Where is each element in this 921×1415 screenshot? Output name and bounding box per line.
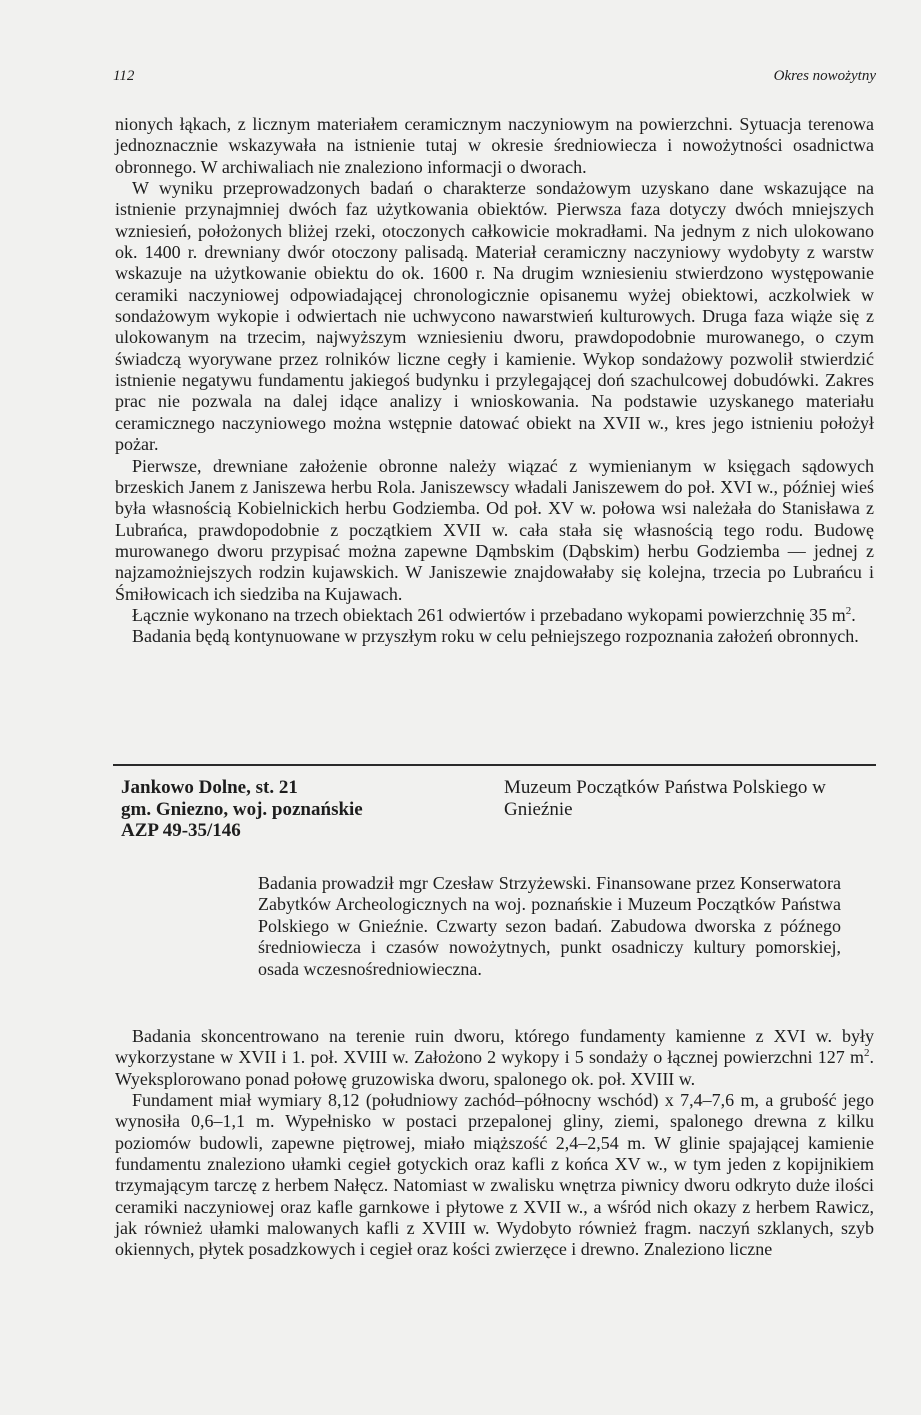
paragraph-text: . Wyeksplorowano ponad połowę gruzowiska dworu, spalonego ok. poł. XVIII w. xyxy=(115,1047,874,1089)
paragraph: nionych łąkach, z licznym materiałem ceramicznym naczyniowym na powierzchni. Sytuacja terenowa jednoznacznie wskazywała na istnienie tutaj w okresie średniowiecza i nowożytności osadnictwa obronnego. W archiwaliach nie znaleziono informacji o dworach. xyxy=(115,114,874,177)
site-admin: gm. Gniezno, woj. poznańskie xyxy=(121,798,363,820)
paragraph: Łącznie wykonano na trzech obiektach 261 odwiertów i przebadano wykopami powierzchnię 35 $m^2$. xyxy=(132,604,856,625)
paragraph-text: Badania skoncentrowano na terenie ruin dworu, którego fundamenty kamienne z XVI w. były wykorzystane w XVII i 1. poł. XVIII w. Założono 2 wykopy i 5 sondaży o łącznej powierzchni 127 m xyxy=(115,1026,874,1068)
superscript: 2 xyxy=(845,604,852,617)
page-number: 112 xyxy=(113,68,135,84)
paragraph: Badania będą kontynuowane w przyszłym roku w celu pełniejszego rozpoznania założeń obronnych. xyxy=(132,626,859,647)
bottom-text-block xyxy=(115,1026,874,1261)
paragraph: Fundament miał wymiary 8,12 (południowy zachód–północny wschód) x 7,4–7,6 m, a grubość jego wynosiła 0,6–1,1 m. Wypełnisko w postaci przepalonej gliny, ziemi, spalonego drewna z kilku poziomów budowli, zapewne piętrowej, miało miąższość 2,4–2,54 m. W glinie spajającej kamienie fundamentu znaleziono ułamki cegieł gotyckich oraz kafli z końca XV w., w tym jeden z kopijnikiem trzymającym tarczę z herbem Nałęcz. Natomiast w zwalisku wnętrza piwnicy dworu odkryto duże ilości ceramiki naczyniowej oraz kafle garnkowe i płytowe z XVII w., a wśród nich okazy z herbem Rawicz, jak również ułamki malowanych kafli z XVIII w. Wydobyto również fragm. naczyń szklanych, szyb okiennych, płytek posadzkowych i cegieł oraz kości zwierzęce i drewno. Znaleziono liczne xyxy=(115,1090,874,1260)
site-name: Jankowo Dolne, st. 21 xyxy=(121,777,298,798)
paragraph: Pierwsze, drewniane założenie obronne należy wiązać z wymienianym w księgach sądowych brzeskich Janem z Janiszewa herbu Rola. Janiszewscy władali Janiszewem do poł. XVI w., później wieś była własnością Kobielnickich herbu Godziemba. Od poł. XV w. połowa wsi należała do Stanisława z Lubrańca, prawdopodobnie z początkiem XVII w. cała stała się własnością tego rodu. Budowę murowanego dworu przypisać można zapewne Dąmbskim (Dąbskim) herbu Godziemba — jednej z najzamożniejszych rodzin kujawskich. W Janiszewie znajdowałaby się kolejna, trzecia po Lubrańcu i Śmiłowicach ich siedziba na Kujawach. xyxy=(115,455,874,604)
top-text-block xyxy=(115,114,874,648)
superscript: 2 xyxy=(864,1047,870,1060)
site-azp: AZP 49-35/146 xyxy=(121,820,241,841)
site-heading xyxy=(121,777,363,842)
paragraph xyxy=(115,1026,874,1090)
paragraph-text: Łącznie wykonano na trzech obiektach 261 odwiertów i przebadano wykopami powierzchnię 35 m xyxy=(132,604,846,625)
section-divider xyxy=(113,764,876,766)
abstract: Badania prowadził mgr Czesław Strzyżewski. Finansowane przez Konserwatora Zabytków Archeologicznych na woj. poznańskie i Muzeum Początków Państwa Polskiego w Gnieźnie. Czwarty sezon badań. Zabudowa dworska z późnego średniowiecza i czasów nowożytnych, punkt osadniczy kultury pomorskiej, osada wczesnośredniowieczna. xyxy=(258,873,841,979)
section-title: Okres nowożytny xyxy=(773,68,876,84)
paragraph: W wyniku przeprowadzonych badań o charakterze sondażowym uzyskano dane wskazujące na istnienie przynajmniej dwóch faz użytkowania obiektów. Pierwsza faza dotyczy dwóch mniejszych wzniesień, położonych bliżej rzeki, otoczonych całkowicie mokradłami. Na jednym z nich ulokowano ok. 1400 r. drewniany dwór otoczony palisadą. Materiał ceramiczny naczyniowy wydobyty z warstw wskazuje na użytkowanie obiektu do ok. 1600 r. Na drugim wzniesieniu stwierdzono występowanie ceramiki naczyniowej odpowiadającej chronologicznie opisanemu wyżej obiektowi, aczkolwiek w sondażowym wykopie i odwiertach nie uchwycono nawarstwień kulturowych. Druga faza wiąże się z ulokowanym na trzecim, najwyższym wzniesieniu dworu, prawdopodobnie murowanego, o czym świadczą wyorywane przez rolników liczne cegły i kamienie. Wykop sondażowy pozwolił stwierdzić istnienie negatywu fundamentu jakiegoś budynku i przylegającej doń szachulcowej dobudówki. Zakres prac nie pozwala na dalej idące analizy i wnioskowania. Na podstawie uzyskanego materiału ceramicznego naczyniowego można wstępnie datować obiekt na XVII w., kres jego istnieniu położył pożar. xyxy=(115,178,874,455)
institution-name: Muzeum Początków Państwa Polskiego w Gnieźnie xyxy=(504,777,826,820)
running-header xyxy=(113,68,876,90)
